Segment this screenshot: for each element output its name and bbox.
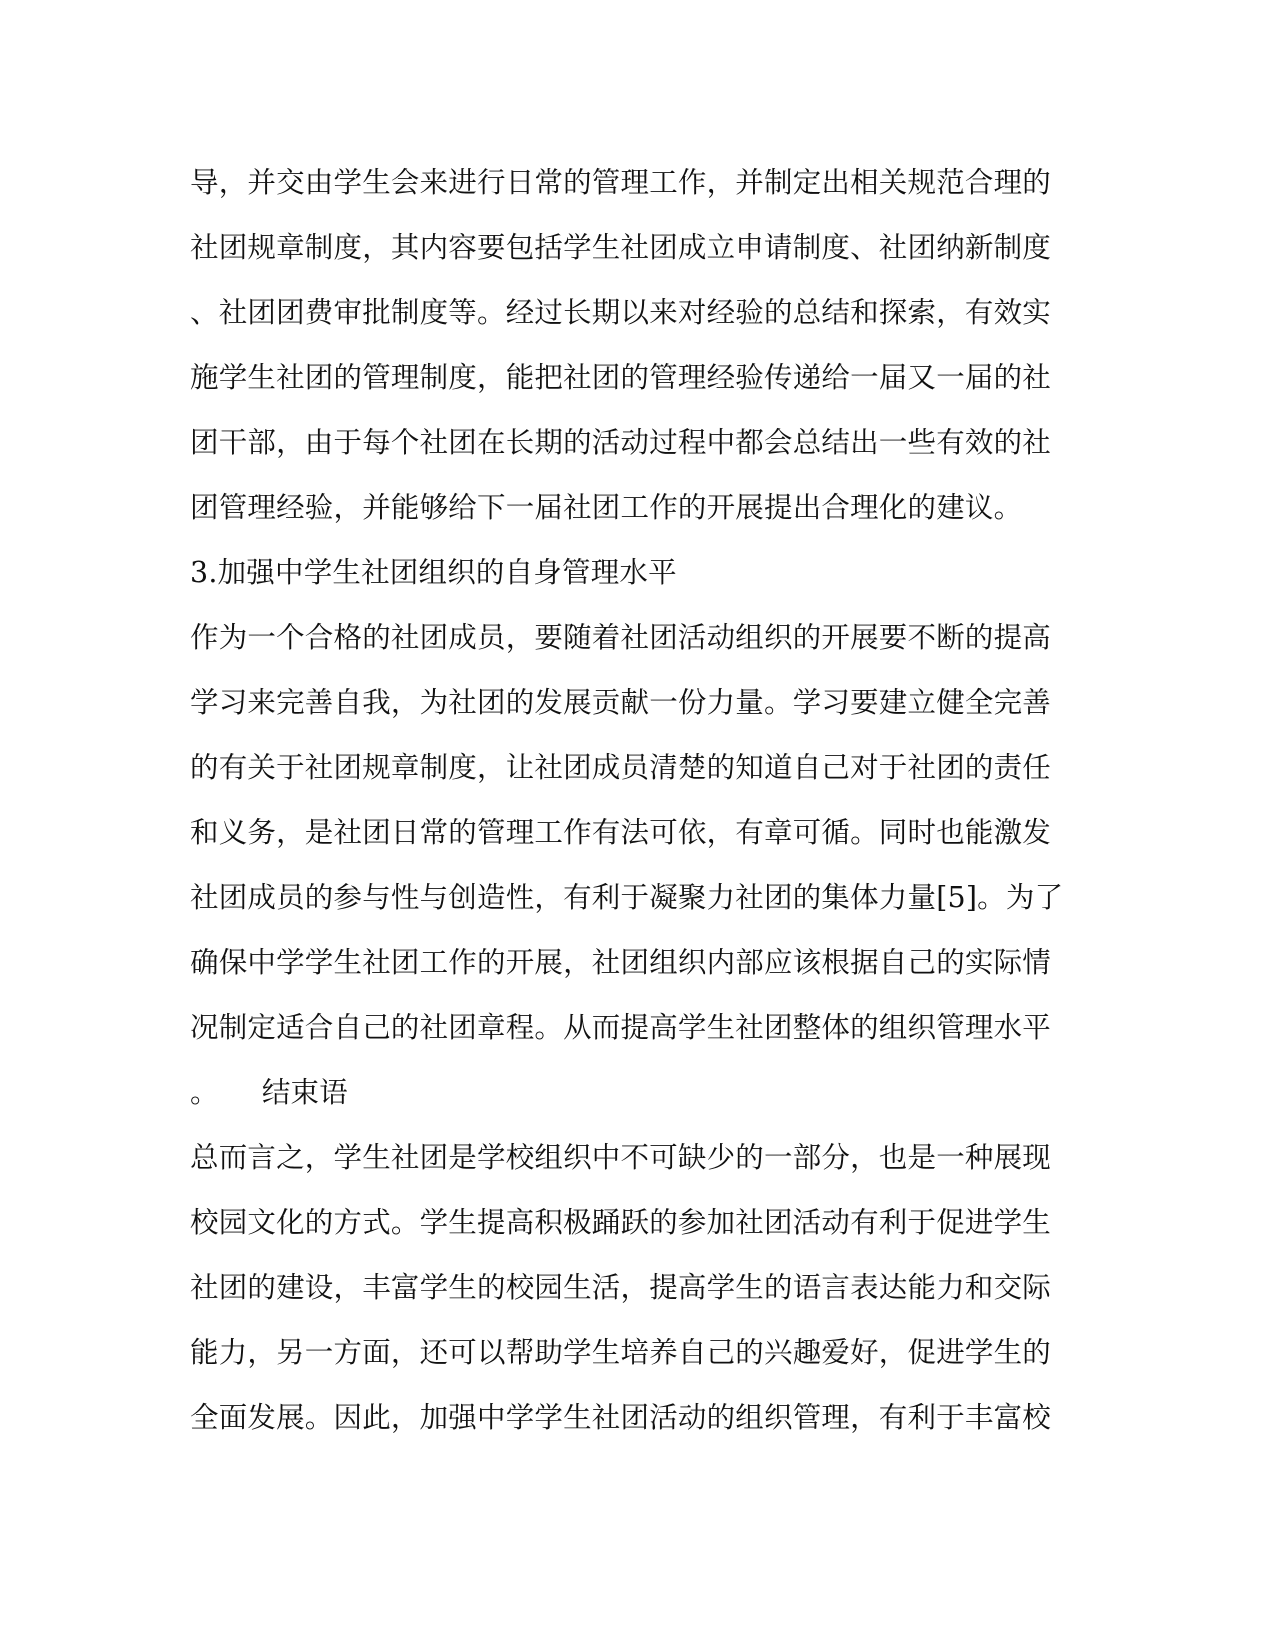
text-line: 确保中学学生社团工作的开展，社团组织内部应该根据自己的实际情 — [190, 946, 1052, 979]
text-line: 全面发展。因此，加强中学学生社团活动的组织管理，有利于丰富校 — [190, 1401, 1052, 1434]
text-line: 社团的建设，丰富学生的校园生活，提高学生的语言表达能力和交际 — [190, 1271, 1052, 1304]
section-heading: 3.加强中学生社团组织的自身管理水平 — [190, 556, 677, 589]
text-line: 团干部，由于每个社团在长期的活动过程中都会总结出一些有效的社 — [190, 426, 1052, 459]
text-line: 社团规章制度，其内容要包括学生社团成立申请制度、社团纳新制度 — [190, 231, 1052, 264]
text-line: 能力，另一方面，还可以帮助学生培养自己的兴趣爱好，促进学生的 — [190, 1336, 1052, 1369]
text-line: 况制定适合自己的社团章程。从而提高学生社团整体的组织管理水平 — [190, 1011, 1052, 1044]
text-line: 的有关于社团规章制度，让社团成员清楚的知道自己对于社团的责任 — [190, 751, 1052, 784]
conclusion-heading-line: 。 结束语 — [190, 1076, 348, 1109]
text-line: 校园文化的方式。学生提高积极踊跃的参加社团活动有利于促进学生 — [190, 1206, 1052, 1239]
text-line: 社团成员的参与性与创造性，有利于凝聚力社团的集体力量[5]。为了 — [190, 881, 1064, 914]
text-line: 作为一个合格的社团成员，要随着社团活动组织的开展要不断的提高 — [190, 621, 1052, 654]
body-text — [190, 150, 1090, 1450]
text-line: 导，并交由学生会来进行日常的管理工作，并制定出相关规范合理的 — [190, 166, 1052, 199]
text-line: 总而言之，学生社团是学校组织中不可缺少的一部分，也是一种展现 — [190, 1141, 1052, 1174]
text-line: 团管理经验，并能够给下一届社团工作的开展提出合理化的建议。 — [190, 491, 1023, 524]
text-line: 和义务，是社团日常的管理工作有法可依，有章可循。同时也能激发 — [190, 816, 1052, 849]
text-line: 学习来完善自我，为社团的发展贡献一份力量。学习要建立健全完善 — [190, 686, 1052, 719]
text-line: 、社团团费审批制度等。经过长期以来对经验的总结和探索，有效实 — [190, 296, 1052, 329]
text-line: 施学生社团的管理制度，能把社团的管理经验传递给一届又一届的社 — [190, 361, 1052, 394]
